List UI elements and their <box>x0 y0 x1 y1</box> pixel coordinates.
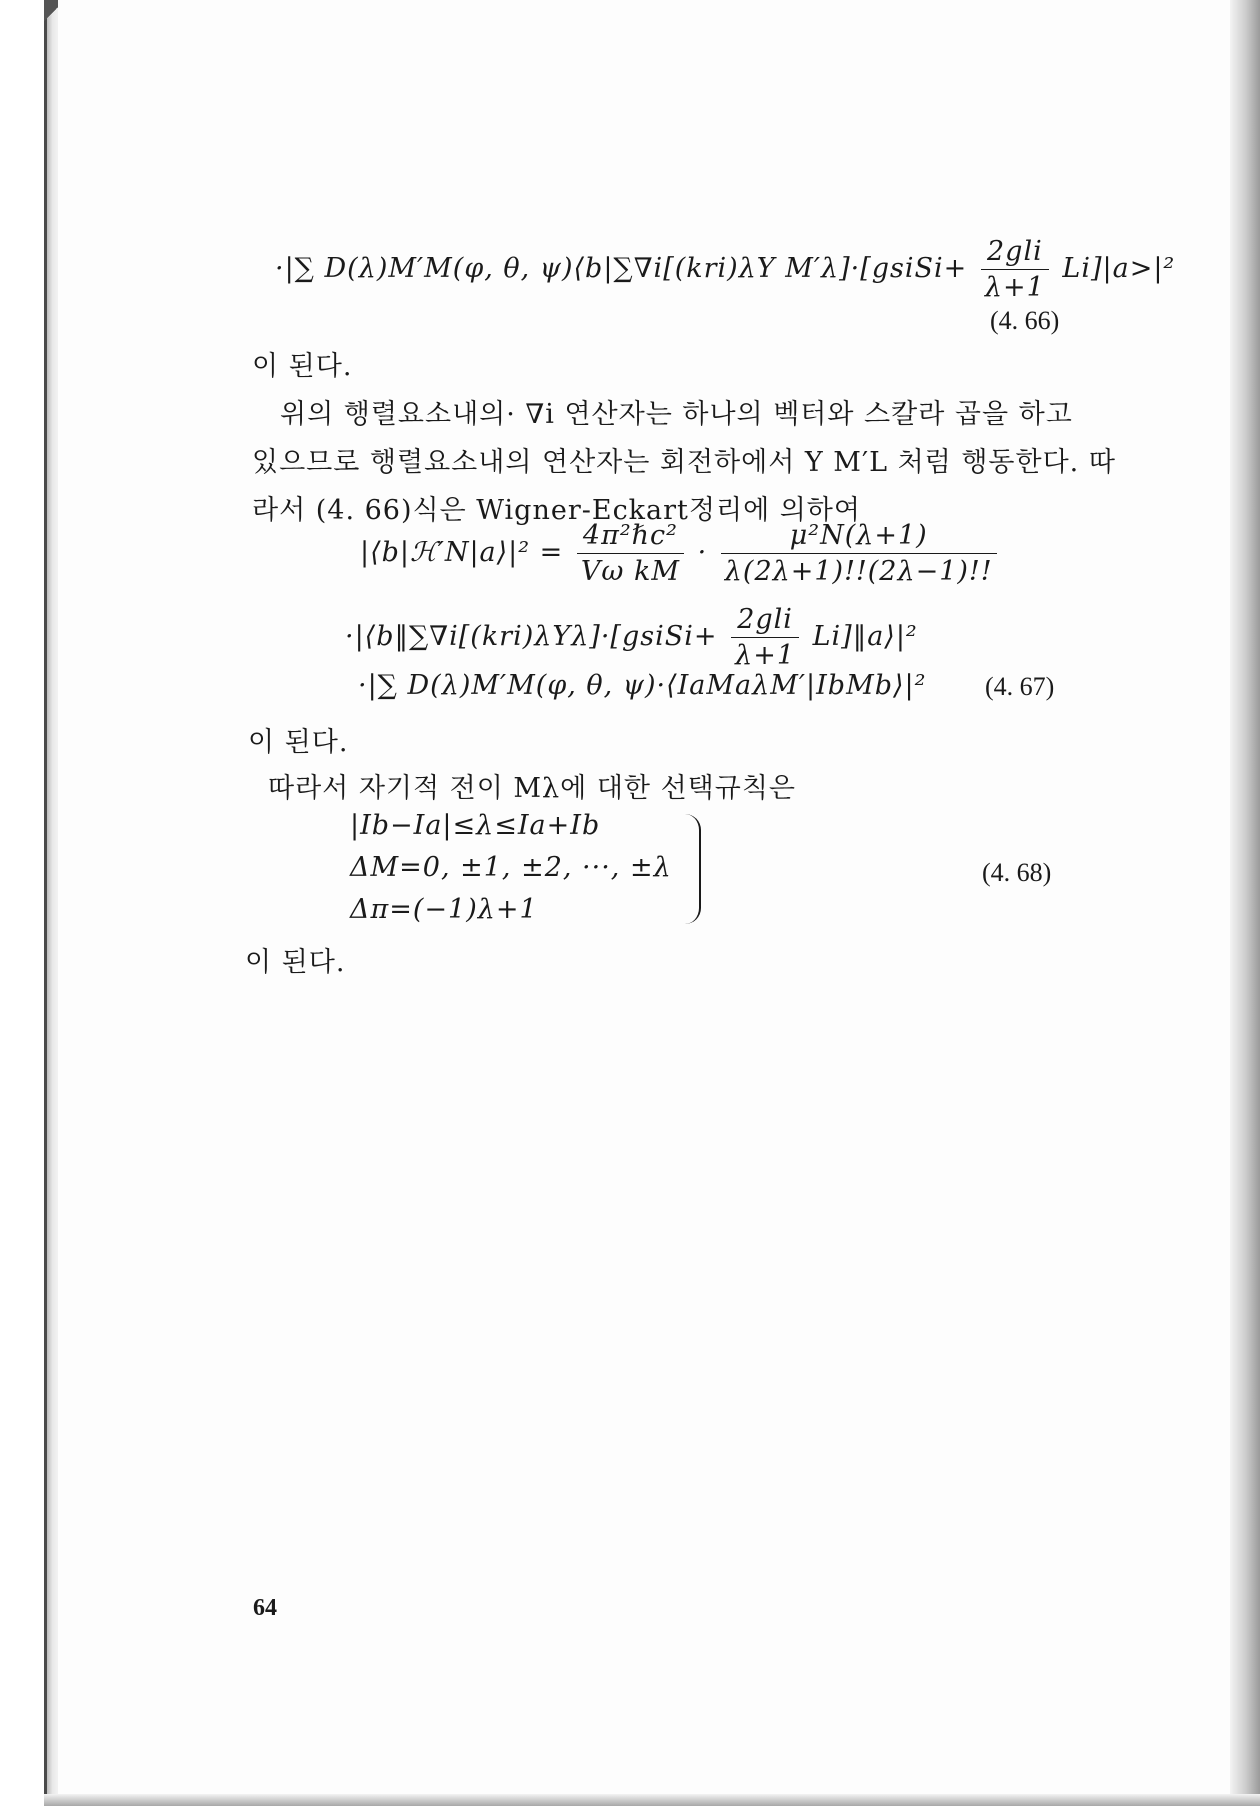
text-doenda-2: 이 된다. <box>248 727 349 758</box>
rule-1: |Ib−Ia|≤λ≤Ia+Ib <box>350 810 601 841</box>
page-number: 64 <box>253 1595 277 1621</box>
eq466-frac-num: 2gli <box>981 236 1049 270</box>
eq466-main: ·|∑ D(λ)M′M(φ, θ, ψ)⟨b|∑∇i[(kri)λY M′λ]·[gsiSi+ <box>275 253 968 284</box>
eq467-f2-num: μ²N(λ+1) <box>721 520 997 554</box>
equation-number-4-67: (4. 67) <box>985 672 1055 701</box>
equation-number-4-66: (4. 66) <box>990 306 1060 335</box>
text-doenda-1: 이 된다. <box>252 351 353 382</box>
eq467-line2-a: ·|⟨b‖∑∇i[(kri)λYλ]·[gsiSi+ <box>345 621 718 652</box>
paragraph-1-line-2: 있으므로 행렬요소내의 연산자는 회전하에서 Y M′L 처럼 행동한다. 따 <box>252 447 1116 478</box>
eq467-fraction-2 <box>721 520 997 587</box>
eq467-dot: · <box>697 537 708 568</box>
equation-4-67-line-1 <box>360 520 1001 587</box>
eq467-fraction-1 <box>577 520 684 587</box>
eq467-line2-frac-den: λ+1 <box>735 640 796 671</box>
eq467-f2-den: λ(2λ+1)!!(2λ−1)!! <box>724 556 993 587</box>
eq466-frac-den: λ+1 <box>984 272 1045 303</box>
page-bottom-edge <box>44 1794 1260 1806</box>
text-doenda-3: 이 된다. <box>245 947 346 978</box>
eq466-tail: Li]|a>|² <box>1062 253 1176 284</box>
paragraph-2: 따라서 자기적 전이 Mλ에 대한 선택규칙은 <box>268 773 796 804</box>
equation-4-67-line-3: ·|∑ D(λ)M′M(φ, θ, ψ)·⟨IaMaλM′|IbMb⟩|² <box>358 670 927 701</box>
equation-number-4-68: (4. 68) <box>982 858 1052 887</box>
paragraph-1-line-1: 위의 행렬요소내의· ∇i 연산자는 하나의 벡터와 스칼라 곱을 하고 <box>280 399 1073 430</box>
rule-3: Δπ=(−1)λ+1 <box>350 894 538 925</box>
eq467-line2-frac-num: 2gli <box>731 604 799 638</box>
paragraph-1-line-3: 라서 (4. 66)식은 Wigner-Eckart정리에 의하여 <box>252 495 861 526</box>
right-brace <box>685 814 701 924</box>
eq467-f1-num: 4π²ℏc² <box>577 520 684 554</box>
eq467-lhs: |⟨b|ℋ′N|a⟩|² = <box>360 537 564 568</box>
equation-4-67-line-2 <box>345 604 918 671</box>
equation-4-66 <box>275 236 1175 303</box>
eq467-line2-fraction <box>731 604 799 671</box>
eq467-line2-b: Li]‖a⟩|² <box>812 621 918 652</box>
rule-2: ΔM=0, ±1, ±2, ···, ±λ <box>350 852 672 883</box>
eq467-f1-den: Vω kM <box>580 556 681 587</box>
eq466-fraction <box>981 236 1049 303</box>
page-right-edge <box>1230 0 1260 1806</box>
